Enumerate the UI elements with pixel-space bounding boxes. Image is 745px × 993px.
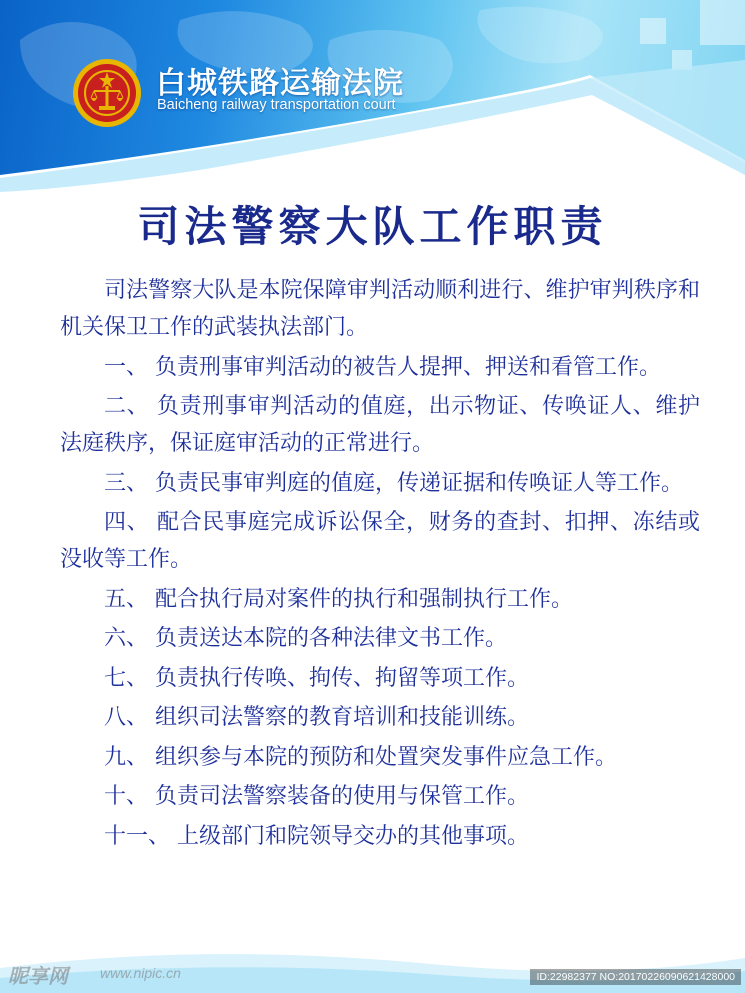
duty-item: 十一、 上级部门和院领导交办的其他事项。	[104, 823, 529, 849]
duty-item: 四、 配合民事庭完成诉讼保全，财务的查封、扣押、冻结或没收等工作。	[60, 510, 700, 572]
watermark-url: www.nipic.cn	[100, 965, 181, 981]
duty-item: 三、 负责民事审判庭的值庭，传递证据和传唤证人等工作。	[104, 470, 683, 496]
document-title: 司法警察大队工作职责	[137, 202, 608, 251]
intro-paragraph: 司法警察大队是本院保障审判活动顺利进行、维护审判秩序和机关保卫工作的武装执法部门。	[60, 278, 700, 340]
duty-item: 十、 负责司法警察装备的使用与保管工作。	[104, 784, 529, 809]
duty-item: 一、 负责刑事审判活动的被告人提押、押送和看管工作。	[104, 354, 661, 380]
court-emblem-icon	[72, 58, 142, 128]
duty-item: 九、 组织参与本院的预防和处置突发事件应急工作。	[104, 744, 617, 770]
duty-item: 六、 负责送达本院的各种法律文书工作。	[104, 626, 507, 651]
court-name-en: Baicheng railway transportation court	[157, 97, 396, 113]
watermark-id: ID:22982377 NO:20170226090621428000	[530, 969, 741, 985]
watermark-logo: 昵享网	[8, 964, 68, 988]
court-name: 白城铁路运输法院	[156, 66, 404, 101]
duty-item: 七、 负责执行传唤、拘传、拘留等项工作。	[104, 665, 529, 691]
duty-item: 八、 组织司法警察的教育培训和技能训练。	[104, 705, 529, 730]
duty-item: 五、 配合执行局对案件的执行和强制执行工作。	[104, 586, 573, 612]
document-body	[60, 272, 700, 857]
duty-item: 二、 负责刑事审判活动的值庭，出示物证、传唤证人、维护法庭秩序，保证庭审活动的正常进行。	[60, 394, 700, 456]
